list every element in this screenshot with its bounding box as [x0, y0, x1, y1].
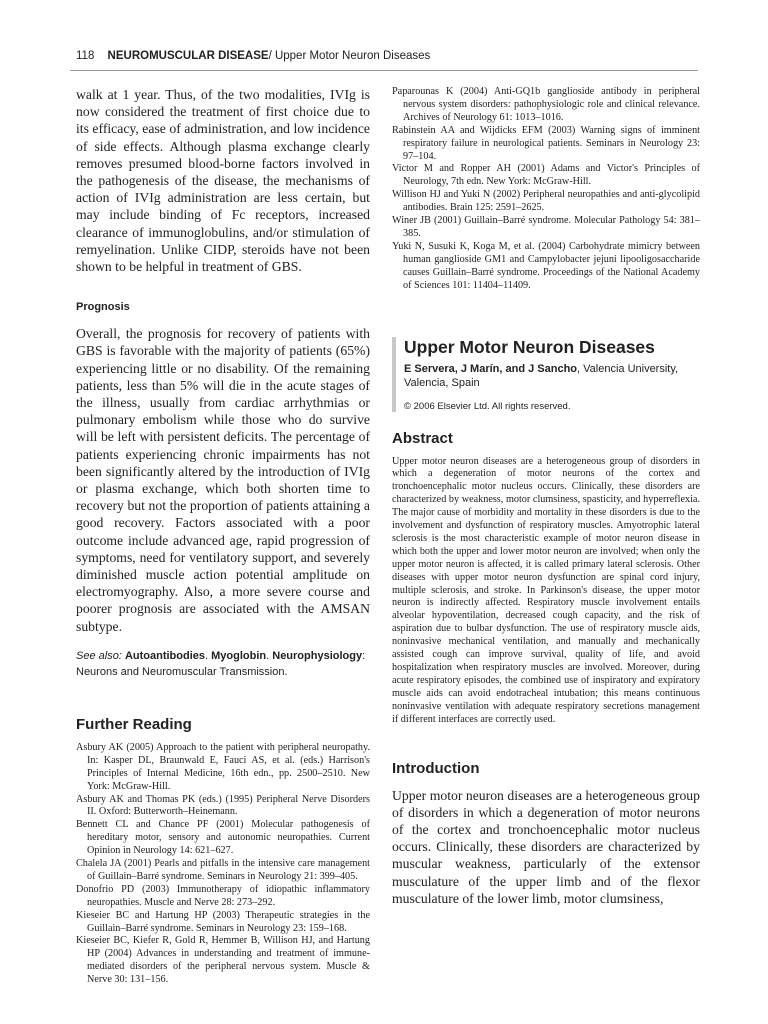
- see-also-link-myoglobin[interactable]: Myoglobin: [211, 649, 267, 662]
- subsection-title: / Upper Motor Neuron Diseases: [268, 50, 431, 62]
- prognosis-heading: Prognosis: [76, 301, 130, 314]
- reference-item: Kieseier BC and Hartung HP (2003) Therapeutic strategies in the Guillain–Barré syndrome. Seminars in Neurology 23: 159–168.: [76, 909, 370, 934]
- see-also-link-autoantibodies[interactable]: Autoantibodies: [124, 649, 205, 662]
- introduction-text: Upper motor neuron diseases are a heterogeneous group of disorders in which a degeneration of motor neurons of the cortex and tronchoencephalic motor nucleus occurs. Clinically, these disorders are characterized by muscular weakness, particularly of the extensor musculature of the upper limb and of the flexor musculature of the lower limb, motor clumsiness,: [392, 787, 700, 906]
- reference-item: Bennett CL and Chance PF (2001) Molecular pathogenesis of hereditary motor, sensory and autonomic neuropathies. Current Opinion in Neurology 14: 621–627.: [76, 819, 370, 857]
- reference-item: Willison HJ and Yuki N (2002) Peripheral neuropathies and anti-glycolipid antibodies. Brain 125: 2591–2625.: [392, 189, 700, 214]
- right-column: [392, 86, 700, 907]
- author-names: E Servera, J Marín, and J Sancho: [404, 362, 578, 375]
- page-number: 118: [76, 50, 95, 62]
- reference-item: Asbury AK (2005) Approach to the patient with peripheral neuropathy. In: Kasper DL, Braunwald E, Fauci AS, et al. (eds.) Harrison's Principles of Internal Medicine, 16th edn., pp. 2500–2510. New York: McGraw-Hill.: [76, 741, 370, 792]
- abstract-text: Upper motor neuron diseases are a heterogeneous group of disorders in which a degeneration of motor neurons of the cortex and tronchoencephalic motor nucleus occurs. Clinically, these disorders are characterized by weakness, motor clumsiness, spasticity, and hyperreflexia. The major cause of morbidity and mortality in these disorders is due to the involvement and dysfunction of respiratory muscles. Amyotrophic lateral sclerosis is the most characteristic example of motor neuron disease in which both the upper and lower motor neuron are involved; when only the upper motor neuron is affected, it is called primary lateral sclerosis. Other diseases with upper motor neuron dysfunction are spinal cord injury, multiple sclerosis, and stroke. In Parkinson's disease, the upper motor neuron is indirectly affected. Respiratory muscle involvement entails alveolar hypoventilation, decreased cough capacity, and the risk of aspiration due to bulbar dysfunction. The use of respiratory muscle aids, noninvasive mechanical ventilation, and manually and mechanically assisted cough can improve survival, quality of life, and avoid hospitalization when respiratory muscles are involved. Moreover, during acute respiratory episodes, the combined use of inspiratory and expiratory muscle aids can avoid endotracheal intubation; this means continuous noninvasive ventilation with adequate respiratory secretions management if different interfaces are correctly used.: [392, 455, 700, 725]
- see-also-link-neurophysiology[interactable]: Neurophysiology: [272, 649, 363, 662]
- prognosis-paragraph: Overall, the prognosis for recovery of patients with GBS is favorable with the majority of patients (65%) experiencing little or no disability. Of the remaining patients, less than 5% will die in the acute stages of the illness, usually from cardiac arrhythmias or pulmonary embolism while those who do survive will be left with persistent deficits. The percentage of patients experiencing chronic impairments has not been significantly altered by the introduction of IVIg or plasma exchange, which both shorten time to recovery but not the proportion of patients attaining a good recovery. Factors associated with a poor outcome include advanced age, rapid progression of symptoms, need for ventilatory support, and severely diminished muscle action potential amplitude on electromyography. Also, a more severe course and poorer prognosis are associated with the AMSAN subtype.: [76, 326, 370, 634]
- article-authors: [404, 362, 700, 391]
- further-reading-continued: [392, 86, 700, 293]
- reference-item: Victor M and Ropper AH (2001) Adams and Victor's Principles of Neurology, 7th edn. New York: McGraw-Hill.: [392, 163, 700, 188]
- reference-item: Asbury AK and Thomas PK (eds.) (1995) Peripheral Nerve Disorders II. Oxford: Butterworth–Heinemann.: [76, 793, 370, 818]
- reference-item: Donofrio PD (2003) Immunotherapy of idiopathic inflammatory neuropathies. Muscle and Nerve 28: 273–292.: [76, 883, 370, 908]
- abstract-heading: Abstract: [392, 429, 453, 447]
- reference-item: Winer JB (2001) Guillain–Barré syndrome. Molecular Pathology 54: 381–385.: [392, 215, 700, 239]
- article-title: Upper Motor Neuron Diseases: [404, 336, 655, 357]
- reference-item: Kieseier BC, Kiefer R, Gold R, Hemmer B, Willison HJ, and Hartung HP (2004) Advances in understanding and treatment of immune-mediated disorders of the peripheral nervous system. Muscle & Nerve 30: 131–156.: [76, 935, 370, 986]
- header-rule: [70, 70, 698, 71]
- left-column: [76, 86, 370, 987]
- section-title: NEUROMUSCULAR DISEASE: [107, 50, 269, 62]
- further-reading-heading: Further Reading: [76, 715, 192, 733]
- reference-item: Chalela JA (2001) Pearls and pitfalls in the intensive care management of Guillain–Barré syndrome. Seminars in Neurology 21: 399–405.: [76, 858, 370, 882]
- introduction-heading: Introduction: [392, 759, 480, 777]
- reference-item: Rabinstein AA and Wijdicks EFM (2003) Warning signs of imminent respiratory failure in neurological patients. Seminars in Neurology 23: 97–104.: [392, 124, 700, 162]
- reference-item: Yuki N, Susuki K, Koga M, et al. (2004) Carbohydrate mimicry between human ganglioside GM1 and Campylobacter jejuni lipooligosaccharide causes Guillain–Barré syndrome. Proceedings of the National Academy of Sciences 101: 11404–11409.: [392, 240, 700, 291]
- copyright-notice: © 2006 Elsevier Ltd. All rights reserved.: [404, 400, 571, 412]
- see-also: See also: Autoantibodies. Myoglobin. Neurophysiology: Neurons and Neuromuscular Transmission.: [76, 649, 366, 678]
- see-also-rest: : Neurons and Neuromuscular Transmission.: [76, 649, 366, 678]
- article-title-block: [392, 337, 700, 412]
- author-affiliation: , Valencia University, Valencia, Spain: [404, 362, 679, 389]
- see-also-label: See also:: [76, 649, 122, 662]
- reference-item: Paparounas K (2004) Anti-GQ1b ganglioside antibody in peripheral nervous system disorders: pathophysiologic role and clinical relevance. Archives of Neurology 61: 1013–1016.: [392, 86, 700, 123]
- further-reading-list: [76, 742, 370, 987]
- gbs-treatment-paragraph: walk at 1 year. Thus, of the two modalities, IVIg is now considered the treatment of first choice due to its efficacy, ease of administration, and low incidence of side effects. Although plasma exchange clearly removes presumed blood-borne factors involved in the pathogenesis of the disease, the mechanisms of action of IVIg administration are less certain, but may include binding of Fc receptors, increased clearance of immunoglobulins, and/or stimulation of remyelination. Unlike CIDP, steroids have not been shown to be helpful in treatment of GBS.: [76, 87, 370, 275]
- running-header: [76, 50, 430, 62]
